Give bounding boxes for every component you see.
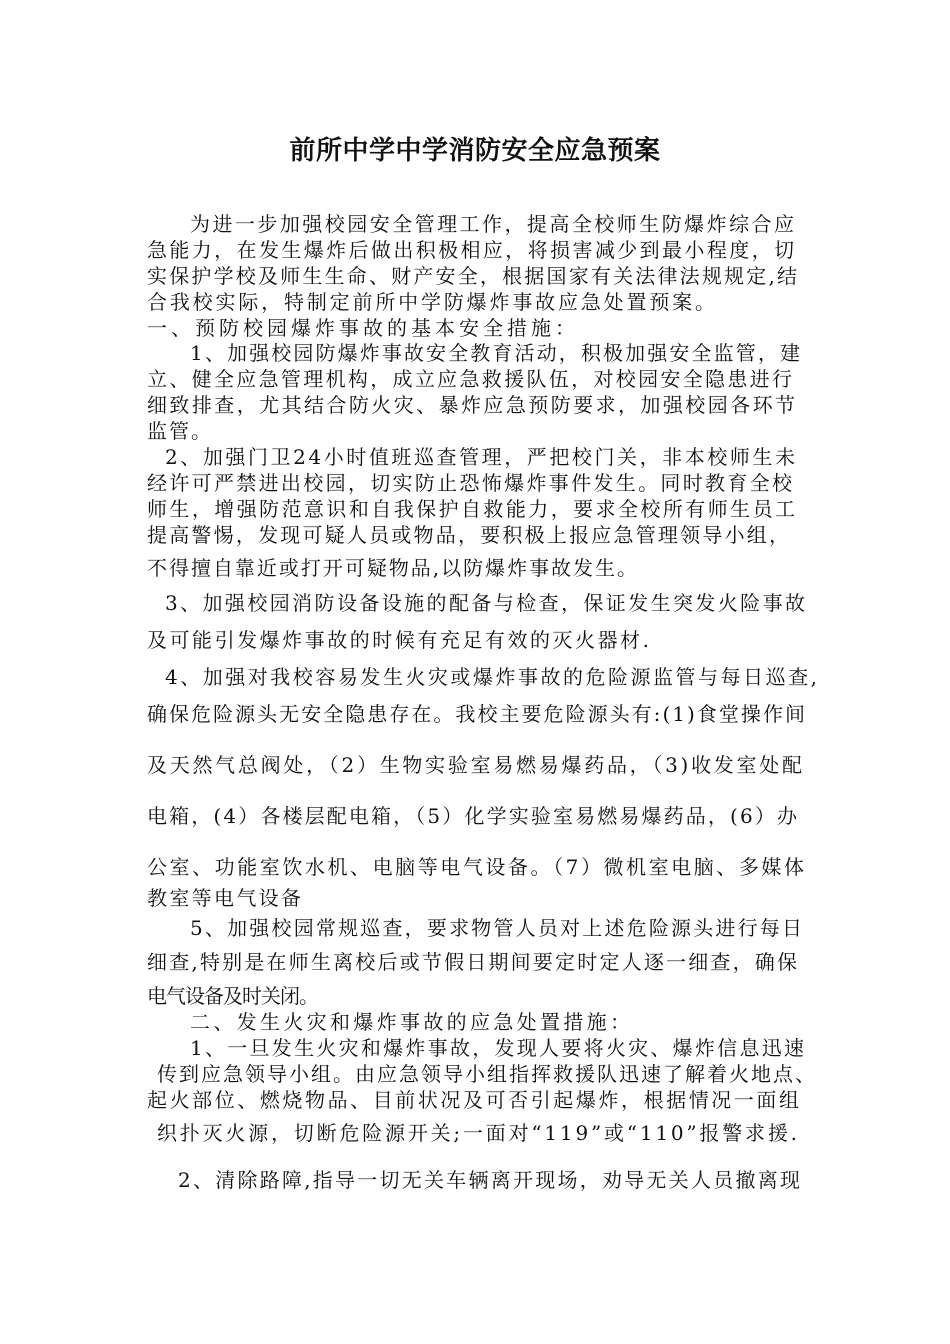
text-line: 1、一旦发生火灾和爆炸事故，发现人要将火灾、爆炸信息迅速 [190,1036,807,1060]
text-line: 提高警惕，发现可疑人员或物品，要积极上报应急管理领导小组， [147,523,792,547]
text-line: 1、加强校园防爆炸事故安全教育活动，积极加强安全监管，建 [190,341,803,365]
text-line: 2、清除路障,指导一切无关车辆离开现场，劝导无关人员撤离现 [178,1168,803,1192]
text-line: 及天然气总阀处，（2）生物实验室易燃易爆药品，（3)收发室处配 [147,753,805,777]
text-line: 2、加强门卫24小时值班巡查管理，严把校门关，非本校师生未 [165,445,798,469]
text-line: 急能力，在发生爆炸后做出积极相应，将损害减少到最小程度，切 [147,238,797,262]
text-line: 3、加强校园消防设备设施的配备与检查，保证发生突发火险事故 [165,591,808,615]
text-line: 及可能引发爆炸事故的时候有充足有效的灭火器材. [147,628,652,652]
text-line: 不得擅自靠近或打开可疑物品,以防爆炸事故发生。 [147,556,639,580]
text-line: 教室等电气设备 [147,886,304,910]
text-line: 4、加强对我校容易发生火灾或爆炸事故的危险源监管与每日巡查, [165,665,820,689]
text-line: 二、发生火灾和爆炸事故的应急处置措施： [190,1010,634,1034]
text-line: 立、健全应急管理机构，成立应急救援队伍，对校园安全隐患进行 [147,367,795,391]
text-line: 织扑灭火源，切断危险源开关;一面对“119”或“110”报警求援. [157,1121,800,1145]
document-title: 前所中学中学消防安全应急预案 [289,136,661,166]
text-line: 5、加强校园常规巡查，要求物管人员对上述危险源头进行每日 [190,916,805,940]
text-line: 细致排查，尤其结合防火灾、暴炸应急预防要求，加强校园各环节 [147,393,798,417]
text-line: 电气设备及时关闭。 [147,984,318,1008]
text-line: 公室、功能室饮水机、电脑等电气设备。（7）微机室电脑、多媒体 [147,855,807,879]
text-line: 师生，增强防范意识和自我保护自救能力，要求全校所有师生员工 [147,497,798,521]
text-line: 经许可严禁进出校园，切实防止恐怖爆炸事件发生。同时教育全校 [147,471,795,495]
text-line: 监管。 [147,419,213,443]
text-line: 为进一步加强校园安全管理工作，提高全校师生防爆炸综合应 [190,212,797,236]
text-line: 传到应急领导小组。由应急领导小组指挥救援队迅速了解着火地点、 [157,1062,817,1086]
text-line: 确保危险源头无安全隐患存在。我校主要危险源头有:(1)食堂操作间 [147,702,808,726]
text-line: 实保护学校及师生生命、财产安全，根据国家有关法律法规规定,结 [147,264,800,288]
text-line: 细查,特别是在师生离校后或节假日期间要定时定人逐一细查，确保 [147,950,800,974]
text-line: 电箱，(4）各楼层配电箱，（5）化学实验室易燃易爆药品，(6）办 [147,804,800,828]
text-line: 一、预防校园爆炸事故的基本安全措施： [147,316,579,340]
text-line: 合我校实际，特制定前所中学防爆炸事故应急处置预案。 [147,290,718,314]
text-line: 起火部位、燃烧物品、目前状况及可否引起爆炸，根据情况一面组 [147,1088,802,1112]
